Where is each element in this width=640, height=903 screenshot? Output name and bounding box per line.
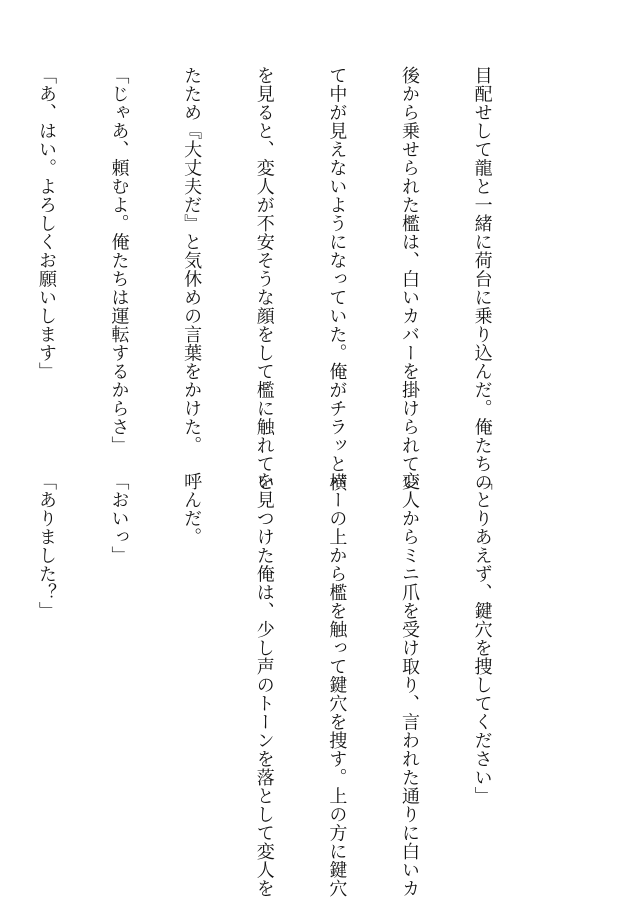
text-line: 変人からミニ爪を受け取り、言われた通りに白いカ	[398, 472, 420, 898]
text-line: て中が見えないようになっていた。俺がチラッと横	[326, 66, 348, 492]
text-line: を見ると、変人が不安そうな顔をして檻に触れてい	[253, 66, 275, 492]
text-block-top	[35, 66, 542, 492]
text-line: 後から乗せられた檻は、白いカバーを掛けられてい	[398, 66, 420, 492]
dialogue-line: 「じゃあ、頼むよ。俺たちは運転するからさ」	[108, 66, 130, 455]
dialogue-line: 「とりあえず、鍵穴を捜してください」	[471, 472, 493, 805]
text-line: を見つけた俺は、少し声のトーンを落として変人を	[253, 472, 275, 898]
dialogue-line: 「あ、はい。よろしくお願いします」	[35, 66, 57, 381]
dialogue-line: 「ありました？」	[35, 472, 57, 620]
text-line: 目配せして龍と一緒に荷台に乗り込んだ。俺たちの	[471, 66, 493, 492]
text-line: バーの上から檻を触って鍵穴を捜す。上の方に鍵穴	[326, 472, 348, 898]
dialogue-line: 「おいっ」	[108, 472, 130, 565]
text-block-bottom	[35, 472, 542, 898]
text-line: 呼んだ。	[181, 472, 203, 546]
text-line: たため『大丈夫だ』と気休めの言葉をかけた。	[181, 66, 203, 455]
